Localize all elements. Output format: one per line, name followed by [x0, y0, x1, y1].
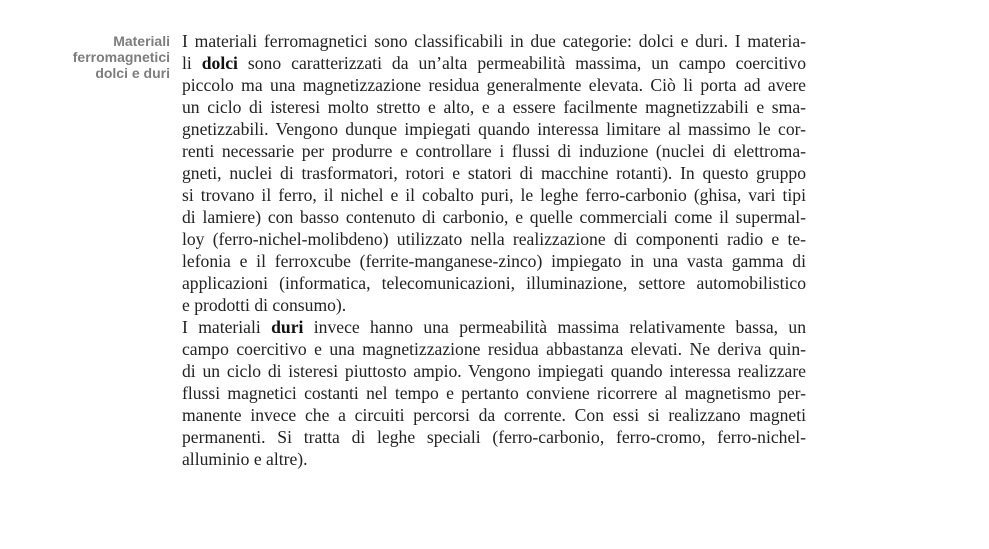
text-line: un ciclo di isteresi molto stretto e alto, e a essere facilmente magnetizzabili e sma-	[182, 97, 806, 117]
text-line: alluminio e altre).	[182, 449, 308, 469]
text-line: I materiali duri invece hanno una permeabilità massima relativamente bassa, un	[182, 317, 806, 337]
text-line: di un ciclo di isteresi piuttosto ampio. Vengono impiegati quando interessa realizzare	[182, 361, 806, 381]
margin-heading	[70, 33, 170, 81]
margin-heading-line: dolci e duri	[95, 65, 170, 81]
text-line: piccolo ma una magnetizzazione residua generalmente elevata. Ciò li porta ad avere	[182, 75, 806, 95]
text-line: di lamiere) con basso contenuto di carbonio, e quelle commerciali come il supermal-	[182, 207, 806, 227]
text-line: applicazioni (informatica, telecomunicazioni, illuminazione, settore automobilistico	[182, 273, 806, 293]
text-line: flussi magnetici costanti nel tempo e pertanto conviene ricorrere al magnetismo per-	[182, 383, 806, 403]
text-line: li dolci sono caratterizzati da un’alta permeabilità massima, un campo coercitivo	[182, 53, 806, 73]
term-dolci: dolci	[201, 53, 238, 73]
text-line: I materiali ferromagnetici sono classificabili in due categorie: dolci e duri. I materia-	[182, 31, 806, 51]
text-line: manente invece che a circuiti percorsi da corrente. Con essi si realizzano magneti	[182, 405, 806, 425]
paragraph-hard-materials	[182, 316, 806, 470]
text-line: lefonia e il ferroxcube (ferrite-manganese-zinco) impiegato in una vasta gamma di	[182, 251, 806, 271]
text-line: loy (ferro-nichel-molibdeno) utilizzato nella realizzazione di componenti radio e te-	[182, 229, 806, 249]
margin-heading-line: Materiali	[113, 33, 170, 49]
text-line: campo coercitivo e una magnetizzazione residua abbastanza elevati. Ne deriva quin-	[182, 339, 806, 359]
text-line: e prodotti di consumo).	[182, 295, 347, 315]
margin-heading-line: ferromagnetici	[72, 49, 170, 65]
text-line: gnetizzabili. Vengono dunque impiegati quando interessa limitare al massimo le cor-	[182, 119, 806, 139]
text-line: gneti, nuclei di trasformatori, rotori e statori di macchine rotanti). In questo gruppo	[182, 163, 806, 183]
term-duri: duri	[271, 317, 304, 337]
paragraph-soft-materials	[182, 30, 806, 316]
text-line: si trovano il ferro, il nichel e il cobalto puri, le leghe ferro-carbonio (ghisa, vari tipi	[182, 185, 806, 205]
body-text	[182, 30, 806, 470]
text-line: renti necessarie per produrre e controllare i flussi di induzione (nuclei di elettroma-	[182, 141, 806, 161]
text-line: permanenti. Si tratta di leghe speciali (ferro-carbonio, ferro-cromo, ferro-nichel-	[182, 427, 806, 447]
